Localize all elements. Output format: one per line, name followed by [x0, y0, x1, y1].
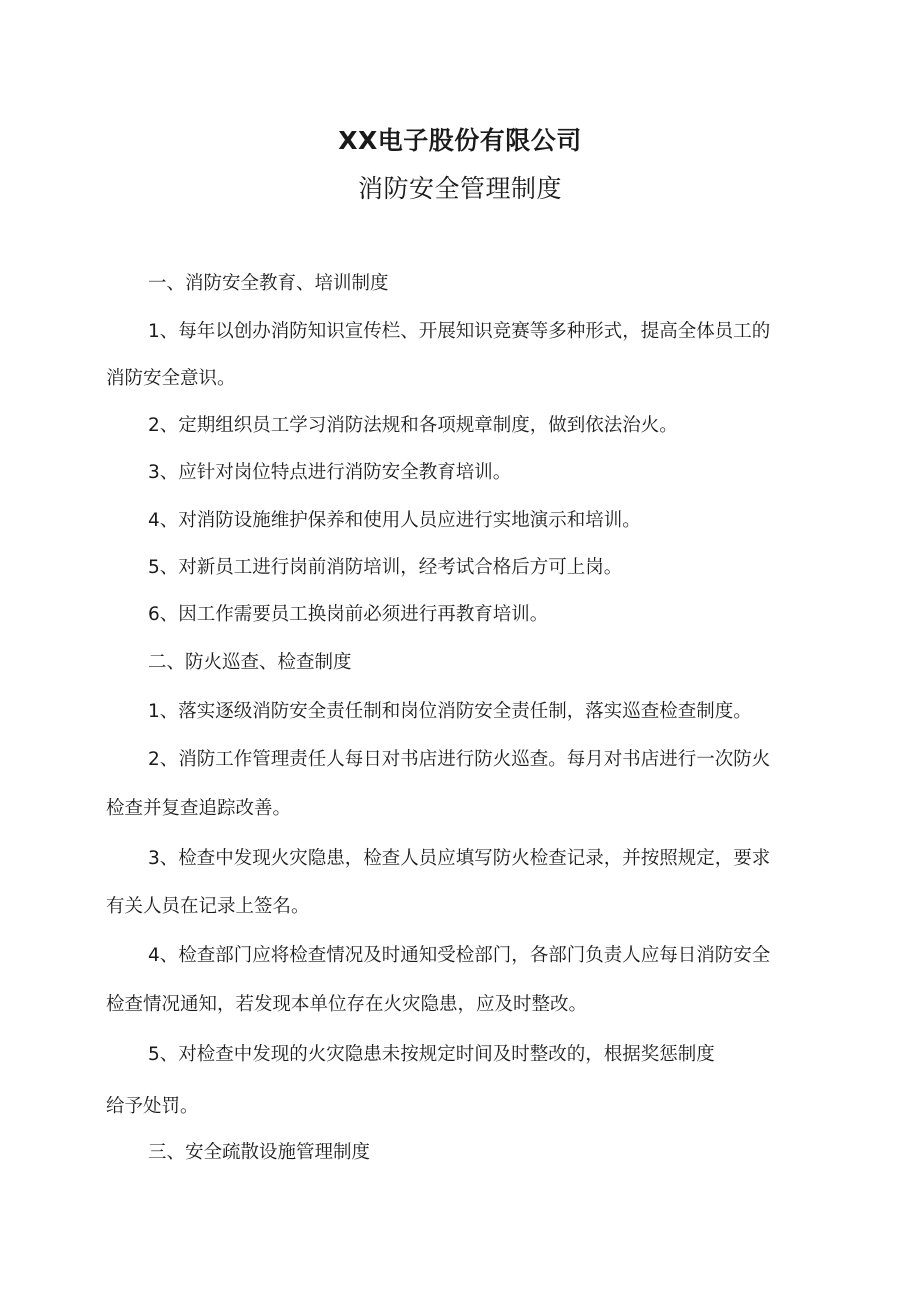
paragraph-line: 给予处罚。	[106, 1096, 199, 1117]
paragraph-line: 1、落实逐级消防安全责任制和岗位消防安全责任制，落实巡查检查制度。	[148, 701, 752, 722]
section-heading-2: 二、防火巡查、检查制度	[148, 652, 352, 673]
section-heading-3: 三、安全疏散设施管理制度	[148, 1142, 371, 1163]
paragraph-line: 4、对消防设施维护保养和使用人员应进行实地演示和培训。	[148, 510, 641, 531]
section-heading-1: 一、消防安全教育、培训制度	[148, 273, 389, 294]
paragraph-line: 5、对新员工进行岗前消防培训，经考试合格后方可上岗。	[148, 557, 623, 578]
paragraph-line: 5、对检查中发现的火灾隐患未按规定时间及时整改的，根据奖惩制度	[148, 1044, 715, 1065]
paragraph-line: 2、消防工作管理责任人每日对书店进行防火巡查。每月对书店进行一次防火	[148, 749, 771, 770]
paragraph-line: 6、因工作需要员工换岗前必须进行再教育培训。	[148, 604, 549, 625]
paragraph-line: 4、检查部门应将检查情况及时通知受检部门，各部门负责人应每日消防安全	[148, 945, 771, 966]
paragraph-line: 3、应针对岗位特点进行消防安全教育培训。	[148, 462, 512, 483]
paragraph-line: 2、定期组织员工学习消防法规和各项规章制度，做到依法治火。	[148, 415, 678, 436]
document-title: 消防安全管理制度	[357, 174, 562, 203]
paragraph-line: 1、每年以创办消防知识宣传栏、开展知识竞赛等多种形式，提高全体员工的	[148, 321, 771, 342]
paragraph-line: 有关人员在记录上签名。	[106, 896, 310, 917]
paragraph-line: 检查情况通知，若发现本单位存在火灾隐患，应及时整改。	[106, 994, 588, 1015]
paragraph-line: 3、检查中发现火灾隐患，检查人员应填写防火检查记录，并按照规定，要求	[148, 848, 771, 869]
company-title: XX电子股份有限公司	[338, 126, 582, 155]
paragraph-line: 消防安全意识。	[106, 368, 236, 389]
paragraph-line: 检查并复查追踪改善。	[106, 798, 292, 819]
